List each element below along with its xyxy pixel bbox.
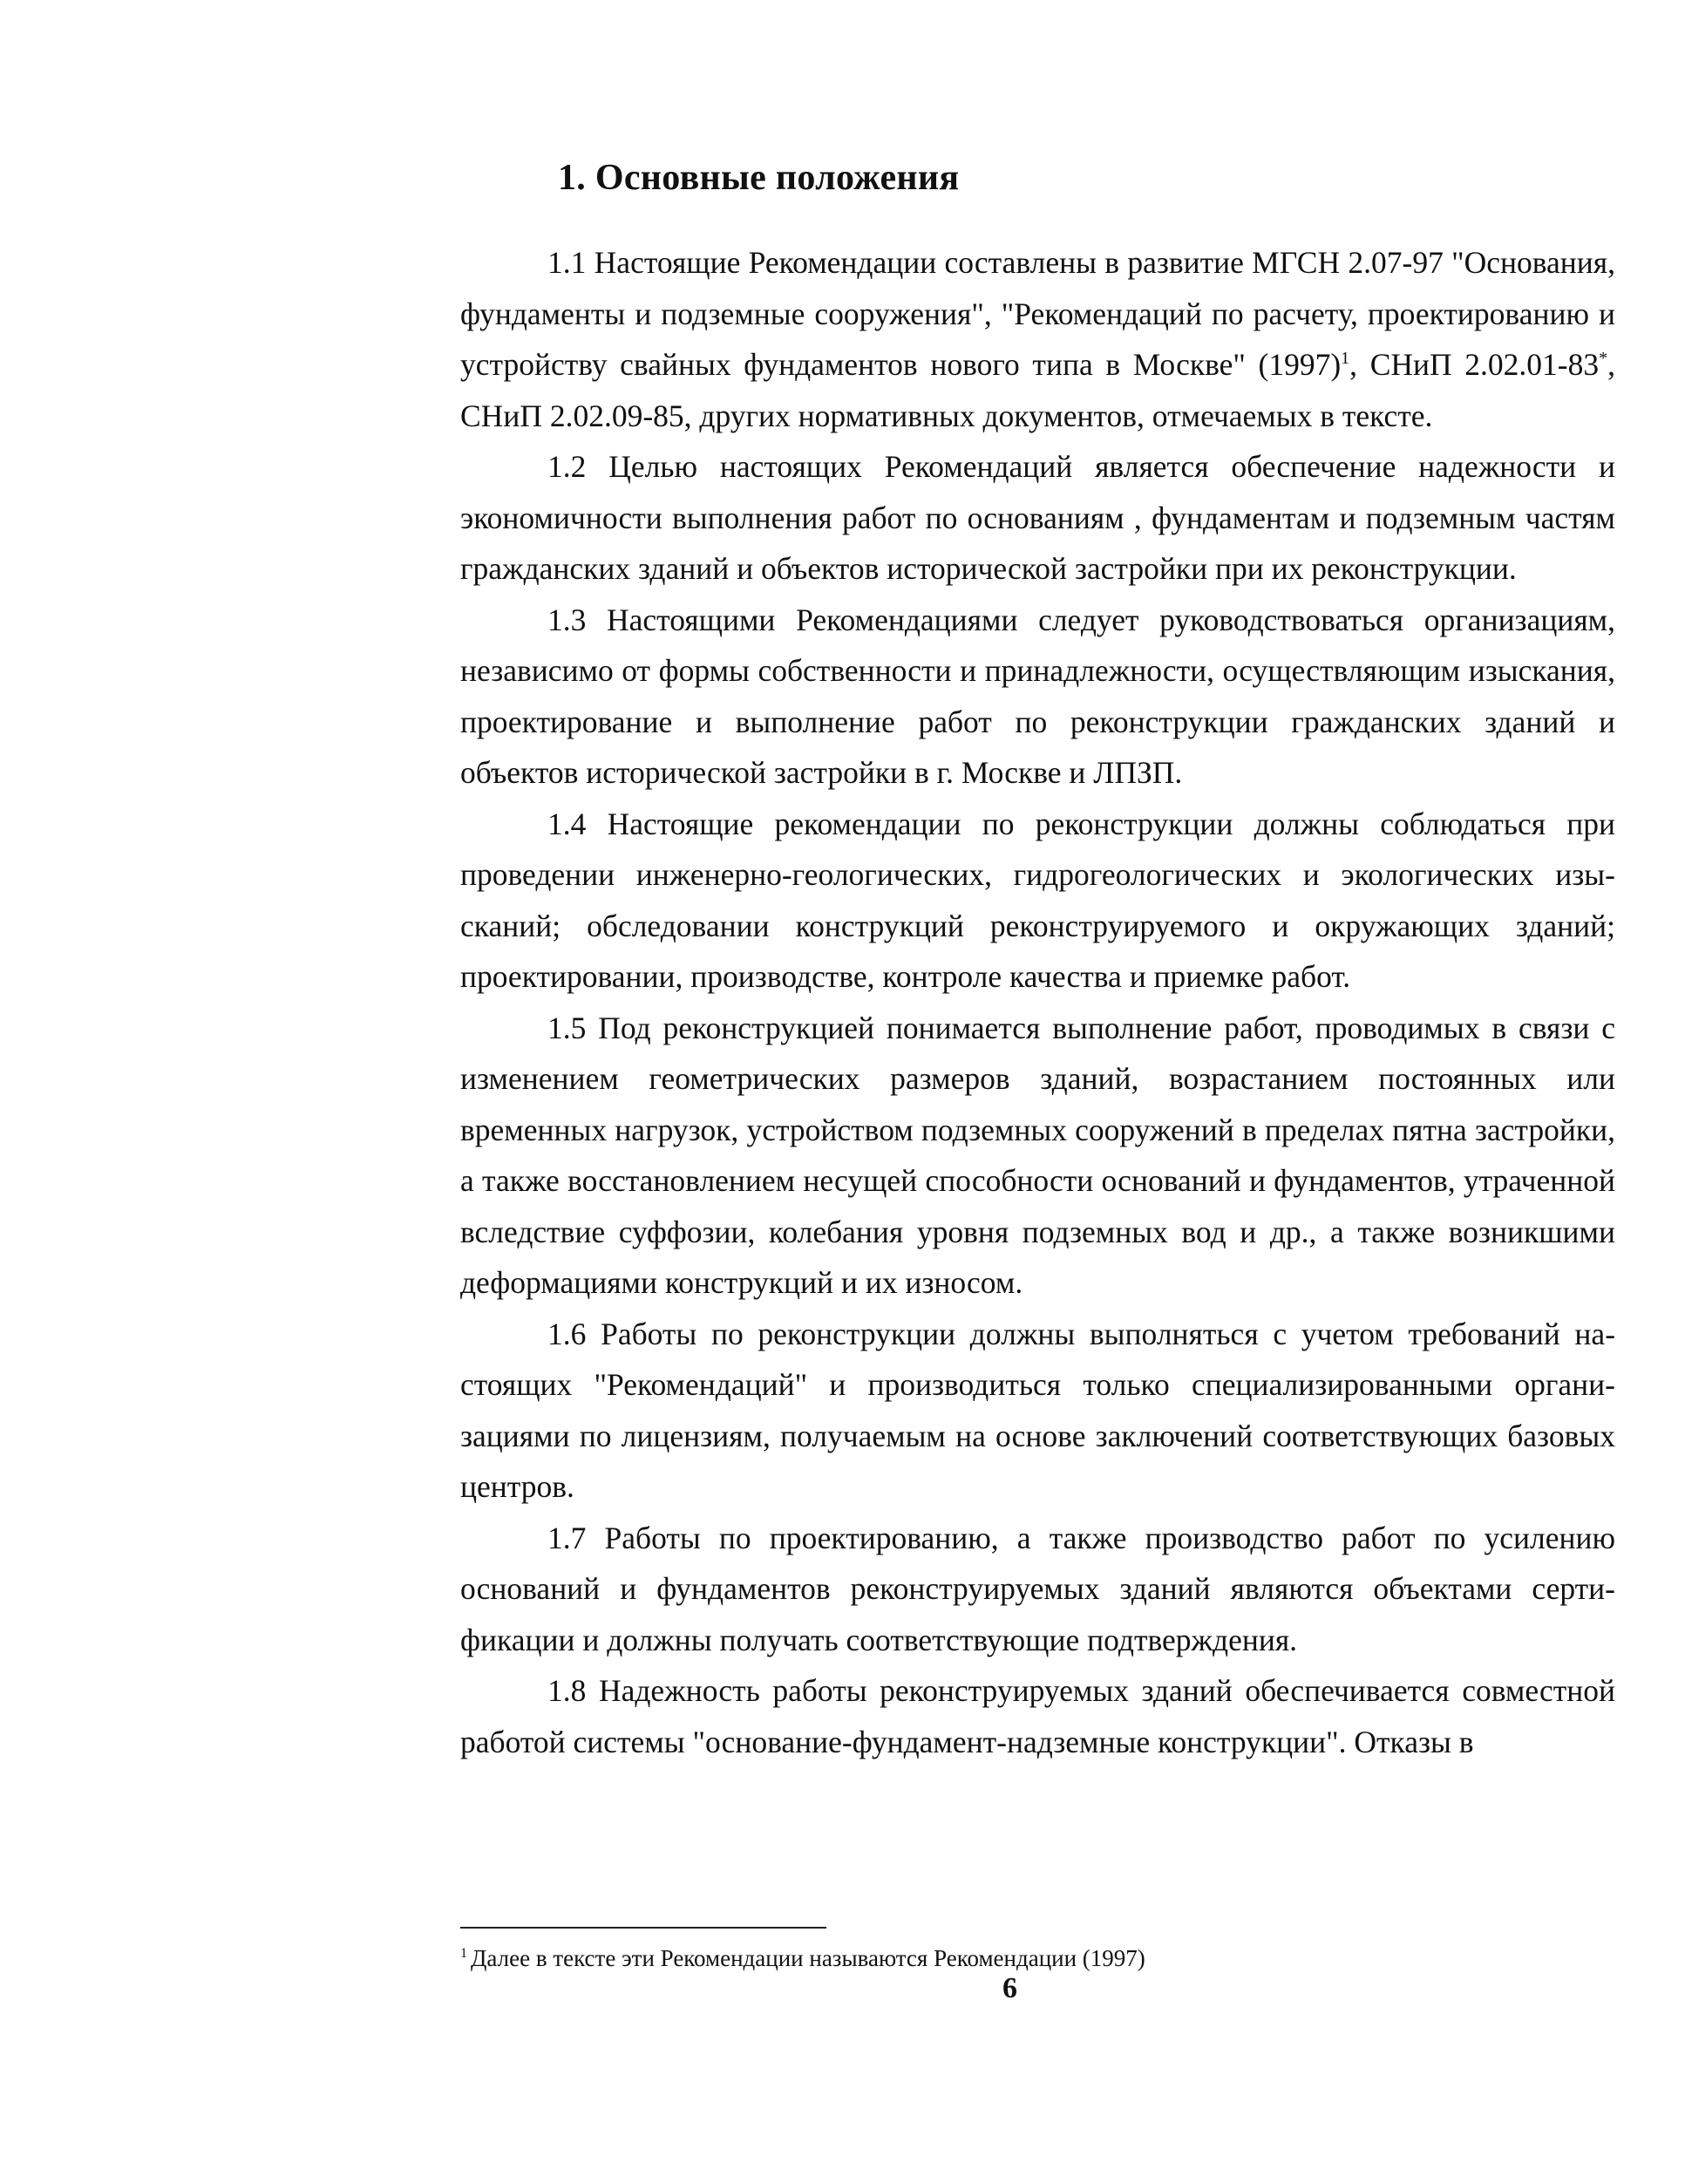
footnote xyxy=(460,1939,1145,1973)
paragraph-text: Настоящие Рекомендации составлены в развитие МГСН 2.07-97 "Основания, фундаменты и подземные сооружения", "Рекомендаций по расчету, проектированию и устройству свайных фундаментов нового типа в Москве" (1997) xyxy=(460,245,1616,382)
paragraph-text: , СНиП 2.02.09-85, других нормативных документов, отмечаемых в тексте. xyxy=(460,347,1615,433)
paragraph-1-8 xyxy=(460,1665,1615,1767)
paragraph-number: 1.3 xyxy=(547,602,587,637)
paragraph-number: 1.1 xyxy=(547,245,587,280)
paragraph-1-2 xyxy=(460,441,1615,595)
paragraph-number: 1.7 xyxy=(547,1520,587,1555)
paragraph-number: 1.4 xyxy=(547,806,587,841)
page-number: 6 xyxy=(1002,1972,1017,2004)
paragraph-text: Настоящие рекомендации по реконструкции должны соблюдаться при проведении инженерно-геологических, гидрогеологических и экологических изысканий; обследовании конструкций реконструируемого и окружающих зданий; проектировании, производстве, контроле качества и приемке работ. xyxy=(460,806,1615,994)
paragraph-1-7 xyxy=(460,1513,1615,1666)
paragraph-1-3 xyxy=(460,595,1615,799)
paragraph-text: Работы по реконструкции должны выполняться с учетом требований настоящих "Рекомендаций" и производиться только специализированными организациями по лицензиям, получаемым на основе заключений соответствующих базовых центров. xyxy=(460,1316,1616,1504)
paragraph-1-6 xyxy=(460,1309,1615,1513)
asterisk-mark: * xyxy=(1599,349,1608,369)
paragraph-1-4 xyxy=(460,799,1615,1003)
paragraph-text: Настоящими Рекомендациями следует руководствоваться организациям, независимо от формы собственности и принадлежности, осуществляющим изыскания, проектирование и выполнение работ по реконструкции гражданских зданий и объектов исторической застройки в г. Москве и ЛПЗП. xyxy=(460,602,1616,790)
paragraph-number: 1.8 xyxy=(547,1673,587,1708)
footnote-marker: 1 xyxy=(460,1946,467,1961)
body-text xyxy=(460,237,1615,1767)
paragraph-text: Работы по проектированию, а также производство работ по усилению оснований и фундаментов реконструируемых зданий являются объектами сертификации и должны получать соответствующие подтверждения. xyxy=(460,1520,1615,1657)
paragraph-1-5 xyxy=(460,1003,1615,1309)
paragraph-text: Под реконструкцией понимается выполнение работ, проводимых в связи с изменением геометрических размеров зданий, возрастанием постоянных или временных нагрузок, устройством подземных сооружений в пределах пятна застройки, а также восстановлением несущей способности оснований и фундаментов, утраченной вследствие суффозии, колебания уровня подземных вод и др., а также возникшими деформациями конструкций и их износом. xyxy=(460,1010,1616,1300)
footnote-text: Далее в тексте эти Рекомендации называются Рекомендации (1997) xyxy=(471,1945,1145,1971)
paragraph-number: 1.2 xyxy=(547,449,587,484)
paragraph-1-1 xyxy=(460,237,1615,441)
paragraph-text: Надежность работы реконструируемых зданий обеспечивается совместной работой системы "основание-фундамент-надземные конструкции". Отказы в xyxy=(460,1673,1615,1759)
paragraph-text: Целью настоящих Рекомендаций является обеспечение надежности и экономичности выполнения работ по основаниям , фундаментам и подземным частям гражданских зданий и объектов исторической застройки при их реконструкции. xyxy=(460,449,1615,586)
footnote-divider xyxy=(460,1927,826,1929)
paragraph-text: , СНиП 2.02.01-83 xyxy=(1349,347,1600,382)
footnote-reference: 1 xyxy=(1341,349,1350,369)
paragraph-number: 1.5 xyxy=(547,1010,587,1045)
paragraph-number: 1.6 xyxy=(547,1316,587,1351)
section-heading: 1. Основные положения xyxy=(558,158,960,198)
